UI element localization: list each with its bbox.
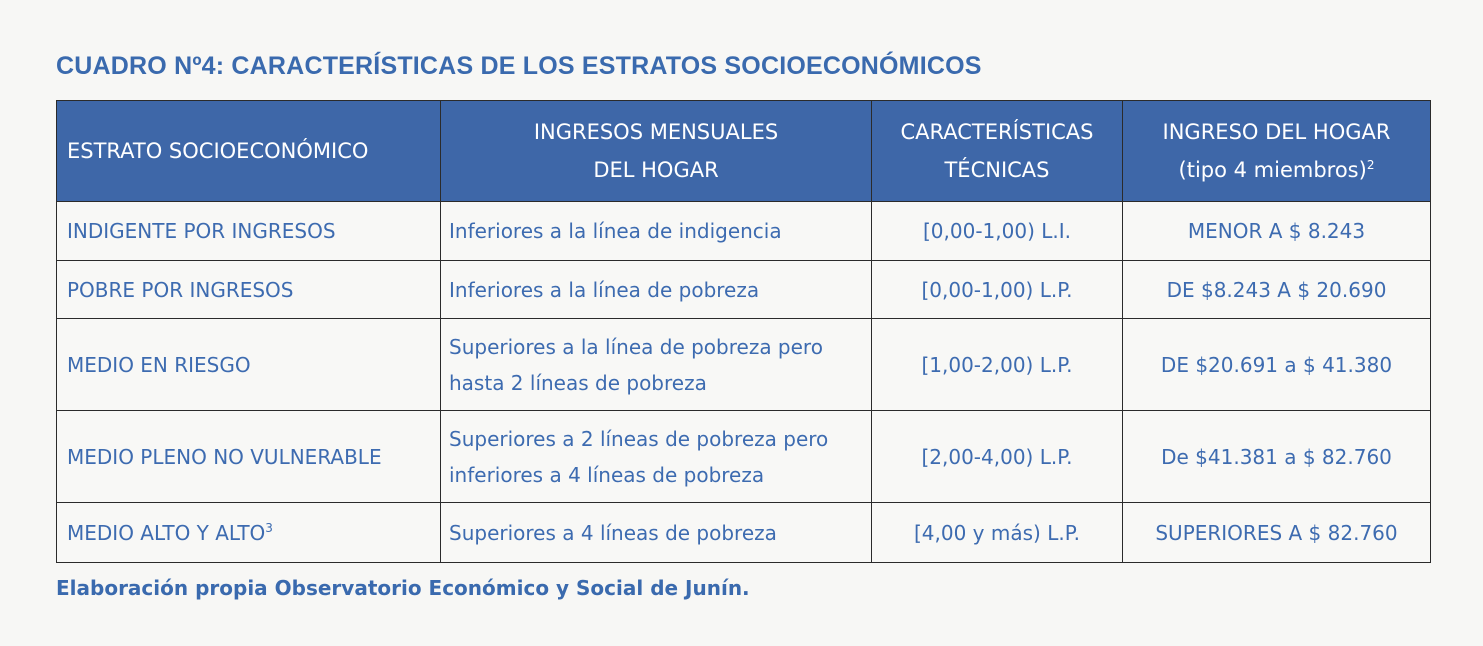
cell-caracteristicas: [4,00 y más) L.P. — [872, 503, 1123, 563]
cell-ingresos-line1: Inferiores a la línea de indigencia — [449, 219, 782, 243]
table-row — [57, 411, 1431, 503]
header-estrato — [57, 101, 441, 202]
cell-ingresos-line1: Inferiores a la línea de pobreza — [449, 277, 760, 302]
table-row — [57, 261, 1431, 319]
cell-caracteristicas: [0,00-1,00) L.P. — [872, 261, 1123, 319]
cell-ingreso-hogar: DE $8.243 A $ 20.690 — [1123, 261, 1431, 319]
cell-ingreso-hogar: MENOR A $ 8.243 — [1123, 202, 1431, 261]
cell-estrato — [57, 319, 441, 411]
header-ingresos-line2: DEL HOGAR — [593, 158, 719, 182]
header-caracteristicas-line2: TÉCNICAS — [944, 158, 1050, 182]
header-caracteristicas-line1: CARACTERÍSTICAS — [900, 120, 1094, 144]
cell-ingresos-line1: Superiores a 2 líneas de pobreza pero — [449, 426, 829, 451]
table-header-row — [57, 101, 1431, 202]
cell-estrato-text: MEDIO ALTO Y ALTO — [67, 520, 266, 545]
header-ingresos-line1: INGRESOS MENSUALES — [533, 120, 779, 144]
header-footnote-marker: 2 — [1366, 158, 1375, 172]
cell-ingresos — [441, 319, 872, 411]
cell-estrato-text: MEDIO PLENO NO VULNERABLE — [67, 444, 382, 469]
header-ingreso-hogar-line2 — [1131, 151, 1422, 189]
source-footnote: Elaboración propia Observatorio Económico y Social de Junín. — [56, 576, 750, 600]
cell-ingresos-line2: inferiores a 4 líneas de pobreza — [449, 462, 765, 487]
strata-table — [56, 100, 1431, 563]
header-ingresos-mensuales — [441, 101, 872, 202]
header-ingreso-hogar-line2-text: (tipo 4 miembros) — [1178, 158, 1367, 182]
cell-ingresos-line2: hasta 2 líneas de pobreza — [449, 370, 707, 395]
cell-ingresos-line1: Superiores a 4 líneas de pobreza — [449, 520, 777, 545]
cell-estrato — [57, 411, 441, 503]
header-ingreso-hogar — [1123, 101, 1431, 202]
page-title: CUADRO Nº4: CARACTERÍSTICAS DE LOS ESTRATOS SOCIOECONÓMICOS — [56, 52, 982, 80]
cell-ingresos — [441, 503, 872, 563]
cell-ingreso-hogar: SUPERIORES A $ 82.760 — [1123, 503, 1431, 563]
table-row — [57, 319, 1431, 411]
table-row — [57, 503, 1431, 563]
estrato-footnote-marker: 3 — [265, 520, 273, 535]
cell-ingresos-line1: Superiores a la línea de pobreza pero — [449, 334, 823, 359]
cell-ingreso-hogar: De $41.381 a $ 82.760 — [1123, 411, 1431, 503]
cell-estrato-text: INDIGENTE POR INGRESOS — [67, 219, 336, 243]
cell-ingreso-hogar: DE $20.691 a $ 41.380 — [1123, 319, 1431, 411]
cell-ingresos — [441, 202, 872, 261]
table-row — [57, 202, 1431, 261]
cell-estrato-text: MEDIO EN RIESGO — [67, 352, 251, 377]
cell-estrato-text: POBRE POR INGRESOS — [67, 277, 294, 302]
cell-caracteristicas: [1,00-2,00) L.P. — [872, 319, 1123, 411]
strata-table-wrapper — [56, 100, 1430, 563]
cell-caracteristicas: [0,00-1,00) L.I. — [872, 202, 1123, 261]
header-estrato-text: ESTRATO SOCIOECONÓMICO — [67, 139, 369, 163]
cell-ingresos — [441, 411, 872, 503]
cell-estrato — [57, 503, 441, 563]
cell-ingresos — [441, 261, 872, 319]
header-caracteristicas — [872, 101, 1123, 202]
header-ingreso-hogar-line1: INGRESO DEL HOGAR — [1162, 120, 1391, 144]
cell-estrato — [57, 202, 441, 261]
cell-caracteristicas: [2,00-4,00) L.P. — [872, 411, 1123, 503]
cell-estrato — [57, 261, 441, 319]
